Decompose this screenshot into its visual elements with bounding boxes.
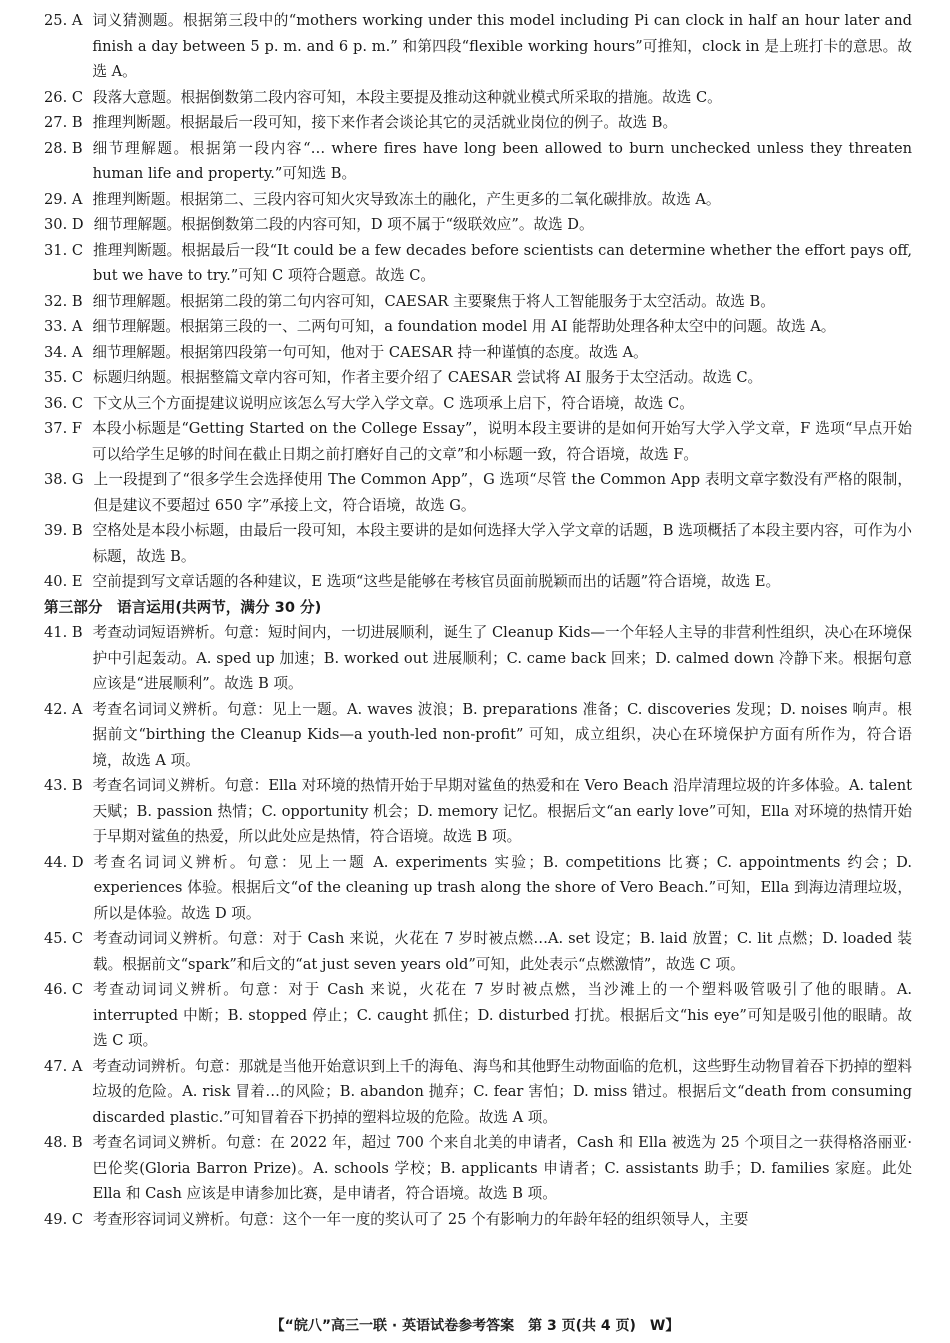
answer-entry — [44, 238, 912, 289]
answer-entry — [44, 391, 912, 417]
answer-entry — [44, 289, 912, 315]
answer-number: 30. D — [44, 216, 84, 233]
answer-entry — [44, 1207, 912, 1233]
answer-number: 33. A — [44, 318, 83, 335]
answer-number: 25. A — [44, 12, 83, 29]
answer-explanation: 考查名词词义辨析。句意：在 2022 年，超过 700 个来自北美的申请者，Cash 和 Ella 被选为 25 个项目之一获得格洛丽亚·巴伦奖(Gloria Barron Prize)。A. schools 学校；B. applicants 申请者；C. assistants 助手；D. families 家庭。此处 Ella 和 Cash 应该是申请参加比赛，是申请者，符合语境。故选 B 项。 — [92, 1134, 912, 1202]
answer-entry — [44, 1130, 912, 1207]
answer-number: 38. G — [44, 471, 84, 488]
answer-explanation: 考查动词辨析。句意：那就是当他开始意识到上千的海龟、海鸟和其他野生动物面临的危机，这些野生动物冒着吞下扔掉的塑料垃圾的危险。A. risk 冒着…的风险；B. abandon 抛弃；C. fear 害怕；D. miss 错过。根据后文“death from consuming discarded plastic.”可知冒着吞下扔掉的塑料垃圾的危险。故选 A 项。 — [92, 1057, 912, 1126]
answer-number: 36. C — [44, 394, 84, 412]
answer-list-language-use — [44, 620, 912, 1232]
answer-explanation: 细节理解题。根据倒数第二段的内容可知，D 项不属于“级联效应”。故选 D。 — [93, 216, 594, 233]
answer-number: 48. B — [44, 1134, 83, 1151]
answer-entry — [44, 977, 912, 1054]
answer-number: 29. A — [44, 190, 83, 208]
answer-number: 28. B — [44, 139, 83, 157]
answer-number: 41. B — [44, 624, 83, 641]
answer-number: 45. C — [44, 930, 84, 947]
answer-explanation: 考查形容词词义辨析。句意：这个一年一度的奖认可了 25 个有影响力的年龄年轻的组织领导人，主要 — [93, 1210, 749, 1228]
answer-entry — [44, 365, 912, 391]
answer-entry — [44, 85, 912, 111]
answer-explanation: 词义猜测题。根据第三段中的“mothers working under this model including Pi can clock in half an hour later and finish a day between 5 p. m. and 6 p. m.” 和第四段“flexible working hours”可推知，clock in 是上班打卡的意思。故选 A。 — [92, 12, 912, 80]
page-footer: 【“皖八”高三一联 · 英语试卷参考答案 第 3 页(共 4 页) W】 — [270, 1318, 680, 1334]
answer-number: 43. B — [44, 777, 83, 794]
answer-entry — [44, 136, 912, 187]
answer-entry — [44, 850, 912, 927]
answer-entry — [44, 187, 912, 213]
answer-number: 47. A — [44, 1057, 83, 1075]
answer-explanation: 上一段提到了“很多学生会选择使用 The Common App”，G 选项“尽管 the Common App 表明文章字数没有严格的限制，但是建议不要超过 650 字”承接上文，符合语境，故选 G。 — [93, 471, 912, 514]
answer-entry — [44, 8, 912, 85]
answer-explanation: 考查动词短语辨析。句意：短时间内，一切进展顺利，诞生了 Cleanup Kids—一个年轻人主导的非营利性组织，决心在环境保护中引起轰动。A. sped up 加速；B. worked out 进展顺利；C. came back 回来；D. calmed down 冷静下来。根据句意应该是“进展顺利”。故选 B 项。 — [92, 624, 912, 692]
answer-entry — [44, 926, 912, 977]
answer-number: 37. F — [44, 420, 82, 437]
answer-number: 35. C — [44, 369, 84, 386]
answer-explanation: 段落大意题。根据倒数第二段内容可知，本段主要提及推动这种就业模式所采取的措施。故选 C。 — [93, 88, 722, 106]
answer-number: 34. A — [44, 343, 83, 361]
answer-entry — [44, 314, 912, 340]
answer-explanation: 考查动词词义辨析。句意：对于 Cash 来说，火花在 7 岁时被点燃，当沙滩上的一个塑料吸管吸引了他的眼睛。A. interrupted 中断；B. stopped 停止；C. caught 抓住；D. disturbed 打扰。根据后文“his eye”可知是吸引他的眼睛。故选 C 项。 — [93, 981, 912, 1049]
answer-explanation: 本段小标题是“Getting Started on the College Essay”，说明本段主要讲的是如何开始写大学入学文章，F 选项“早点开始可以给学生足够的时间在截止日期之前打磨好自己的文章”和小标题一致，符合语境，故选 F。 — [91, 420, 912, 463]
answer-number: 40. E — [44, 573, 83, 590]
answer-explanation: 考查动词词义辨析。句意：对于 Cash 来说，火花在 7 岁时被点燃…A. set 设定；B. laid 放置；C. lit 点燃；D. loaded 装载。根据前文“spark”和后文的“at just seven years old”可知，此处表示“点燃激情”，故选 C 项。 — [93, 930, 912, 973]
answer-explanation: 细节理解题。根据第一段内容“… where fires have long been allowed to burn unchecked unless they threaten human life and property.”可知选 B。 — [92, 139, 912, 182]
answer-entry — [44, 1054, 912, 1131]
answer-explanation: 细节理解题。根据第三段的一、二两句可知，a foundation model 用 AI 能帮助处理各种太空中的问题。故选 A。 — [92, 318, 836, 335]
answer-entry — [44, 110, 912, 136]
answer-number: 26. C — [44, 88, 84, 106]
answer-entry — [44, 518, 912, 569]
answer-explanation: 细节理解题。根据第四段第一句可知，他对于 CAESAR 持一种谨慎的态度。故选 A。 — [92, 343, 648, 361]
answer-explanation: 空格处是本段小标题，由最后一段可知，本段主要讲的是如何选择大学入学文章的话题，B 选项概括了本段主要内容，可作为小标题，故选 B。 — [92, 522, 912, 565]
answer-number: 46. C — [44, 981, 84, 998]
answer-entry — [44, 620, 912, 697]
answer-entry — [44, 416, 912, 467]
answer-number: 31. C — [44, 241, 84, 259]
answer-number: 44. D — [44, 853, 84, 871]
section-heading: 第三部分 语言运用(共两节，满分 30 分) — [44, 598, 322, 616]
answer-entry — [44, 467, 912, 518]
answer-entry — [44, 340, 912, 366]
answer-entry — [44, 569, 912, 595]
answer-explanation: 考查名词词义辨析。句意：见上一题。A. waves 波浪；B. preparations 准备；C. discoveries 发现；D. noises 响声。根据前文“birthing the Cleanup Kids—a youth-led non-profit” 可知，成立组织，决心在环境保护方面有所作为，符合语境，故选 A 项。 — [92, 700, 912, 769]
answer-entry — [44, 212, 912, 238]
answer-explanation: 推理判断题。根据最后一段可知，接下来作者会谈论其它的灵活就业岗位的例子。故选 B。 — [92, 114, 678, 131]
answer-explanation: 考查名词词义辨析。句意：见上一题 A. experiments 实验；B. competitions 比赛；C. appointments 约会；D. experiences 体验。根据后文“of the cleaning up trash along the shore of Vero Beach.”可知，Ella 到海边清理垃圾，所以是体验。故选 D 项。 — [93, 853, 912, 922]
answer-list-reading — [44, 8, 912, 595]
answer-explanation: 推理判断题。根据第二、三段内容可知火灾导致冻土的融化，产生更多的二氧化碳排放。故选 A。 — [92, 190, 721, 208]
answer-explanation: 推理判断题。根据最后一段“It could be a few decades before scientists can determine whether the effort pays off, but we have to try.”可知 C 项符合题意。故选 C。 — [93, 241, 912, 284]
answer-explanation: 细节理解题。根据第二段的第二句内容可知，CAESAR 主要聚焦于将人工智能服务于太空活动。故选 B。 — [92, 292, 775, 310]
answer-number: 32. B — [44, 292, 83, 310]
answer-entry — [44, 697, 912, 774]
answer-number: 42. A — [44, 700, 83, 718]
answer-entry — [44, 773, 912, 850]
answer-number: 49. C — [44, 1210, 84, 1228]
answer-explanation: 下文从三个方面提建议说明应该怎么写大学入学文章。C 选项承上启下，符合语境，故选 C。 — [93, 394, 694, 412]
answer-explanation: 标题归纳题。根据整篇文章内容可知，作者主要介绍了 CAESAR 尝试将 AI 服务于太空活动。故选 C。 — [93, 369, 763, 386]
answer-number: 39. B — [44, 522, 83, 539]
answer-explanation: 考查名词词义辨析。句意：Ella 对环境的热情开始于早期对鲨鱼的热爱和在 Vero Beach 沿岸清理垃圾的许多体验。A. talent 天赋；B. passion 热情；C. opportunity 机会；D. memory 记忆。根据后文“an early love”可知，Ella 对环境的热情开始于早期对鲨鱼的热爱，所以此处应是热情，符合语境。故选 B 项。 — [92, 777, 912, 845]
answer-explanation: 空前提到写文章话题的各种建议，E 选项“这些是能够在考核官员面前脱颖而出的话题”符合语境，故选 E。 — [92, 573, 781, 590]
answer-number: 27. B — [44, 114, 83, 131]
